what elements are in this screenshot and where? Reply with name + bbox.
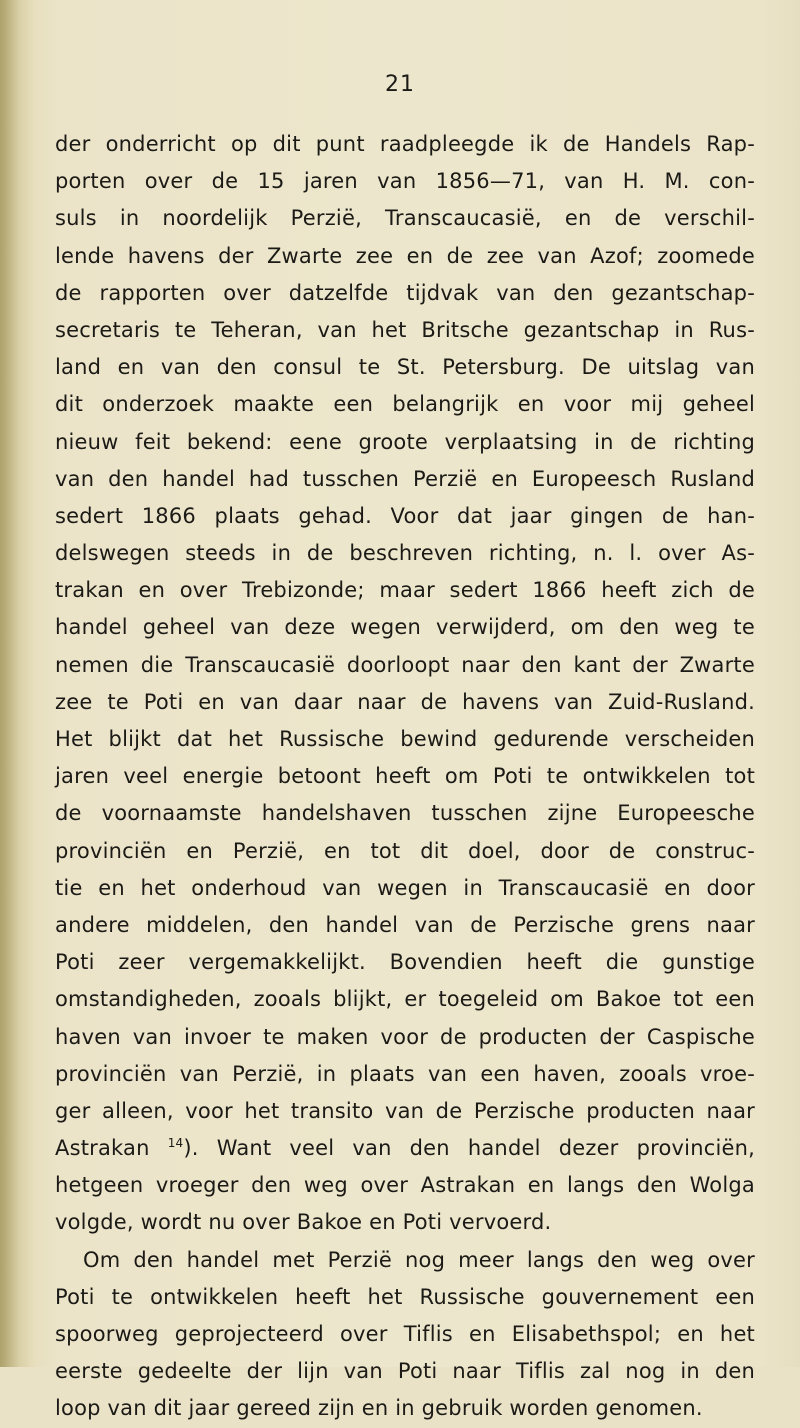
text-line: lende havens der Zwarte zee en de zee van Azof; zoomede [55, 243, 755, 268]
text-line: secretaris te Teheran, van het Britsche gezantschap in Rus- [55, 317, 755, 342]
text-line: trakan en over Trebizonde; maar sedert 1866 heeft zich de [55, 578, 755, 603]
text-line: Poti te ontwikkelen heeft het Russische gouvernement een [55, 1284, 755, 1309]
text-line: de rapporten over datzelfde tijdvak van den gezantschap- [55, 280, 755, 305]
text-line: van den handel had tusschen Perzië en Europeesch Rusland [55, 466, 755, 491]
text-line: sedert 1866 plaats gehad. Voor dat jaar gingen de han- [55, 503, 755, 528]
text-line: omstandigheden, zooals blijkt, er toegeleid om Bakoe tot een [55, 987, 755, 1012]
text-line: ger alleen, voor het transito van de Perzische producten naar [55, 1098, 755, 1123]
text-line: hetgeen vroeger den weg over Astrakan en langs den Wolga [55, 1173, 755, 1198]
text-line: loop van dit jaar gereed zijn en in gebruik worden genomen. [55, 1396, 703, 1421]
text-line: nemen die Transcaucasië doorloopt naar den kant der Zwarte [55, 652, 755, 677]
text-line: tie en het onderhoud van wegen in Transcaucasië en door [55, 875, 755, 900]
body-text [55, 126, 755, 1428]
text-line: land en van den consul te St. Petersburg. De uitslag van [55, 355, 755, 380]
text-line: volgde, wordt nu over Bakoe en Poti vervoerd. [55, 1210, 552, 1235]
text-line: dit onderzoek maakte een belangrijk en voor mij geheel [55, 392, 755, 417]
text-segment: Astrakan [55, 1136, 150, 1161]
text-line: jaren veel energie betoont heeft om Poti te ontwikkelen tot [55, 764, 755, 789]
text-segment: ). Want veel van den handel dezer provinciën, [183, 1136, 755, 1161]
text-line: der onderricht op dit punt raadpleegde ik de Handels Rap- [55, 132, 755, 156]
text-line: porten over de 15 jaren van 1856—71, van H. M. con- [55, 169, 755, 194]
page-number: 21 [385, 72, 415, 97]
text-line: handel geheel van deze wegen verwijderd, om den weg te [55, 615, 755, 640]
text-line: nieuw feit bekend: eene groote verplaatsing in de richting [55, 429, 755, 454]
text-line: eerste gedeelte der lijn van Poti naar Tiflis zal nog in den [55, 1359, 755, 1384]
text-line: zee te Poti en van daar naar de havens van Zuid-Rusland. [55, 689, 755, 714]
text-line-with-footnote [55, 1130, 755, 1167]
text-line: andere middelen, den handel van de Perzische grens naar [55, 912, 755, 937]
text-line: spoorweg geprojecteerd over Tiflis en Elisabethspol; en het [55, 1322, 755, 1346]
text-line: Om den handel met Perzië nog meer langs den weg over [83, 1247, 755, 1272]
text-line: Poti zeer vergemakkelijkt. Bovendien heeft die gunstige [55, 950, 755, 975]
binding-shadow [0, 0, 34, 1367]
text-line: provinciën en Perzië, en tot dit doel, door de construc- [55, 838, 755, 863]
text-line: delswegen steeds in de beschreven richting, n. l. over As- [55, 541, 755, 566]
text-line: de voornaamste handelshaven tusschen zijne Europeesche [55, 801, 755, 826]
text-line: Het blijkt dat het Russische bewind gedurende verscheiden [55, 727, 755, 751]
text-line: provinciën van Perzië, in plaats van een haven, zooals vroe- [55, 1061, 755, 1086]
text-line: suls in noordelijk Perzië, Transcaucasië, en de verschil- [55, 206, 755, 231]
text-line: haven van invoer te maken voor de producten der Caspische [55, 1024, 755, 1049]
footnote-reference[interactable]: 14 [167, 1136, 184, 1151]
